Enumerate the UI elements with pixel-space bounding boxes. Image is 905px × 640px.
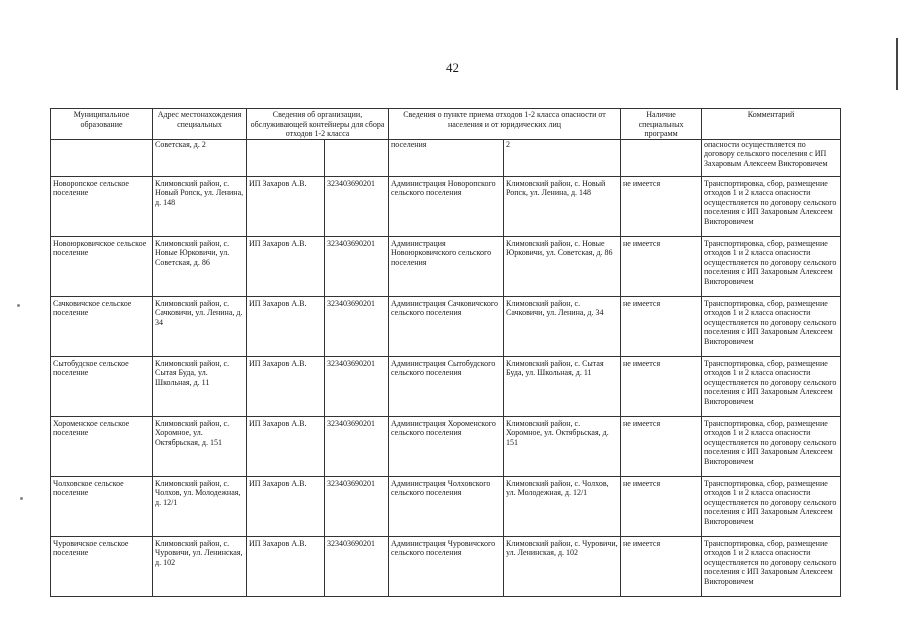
header-collection-point: Сведения о пункте приема отходов 1-2 класса опасности от населения и от юридических лиц xyxy=(389,109,621,140)
cell-point-address: Климовский район, с. Чолхов, ул. Молодежная, д. 12/1 xyxy=(504,476,621,536)
cell-programs: не имеется xyxy=(621,356,702,416)
cell-inn: 323403690201 xyxy=(325,476,389,536)
cell-point-name: Администрация Чуровичского сельского поселения xyxy=(389,536,504,596)
page-number: 42 xyxy=(446,60,459,75)
cell-address: Климовский район, с. Хоромное, ул. Октябрьская, д. 151 xyxy=(153,416,247,476)
cell-point-address: 2 xyxy=(504,139,621,176)
cell-org: ИП Захаров А.В. xyxy=(247,296,325,356)
scan-edge-mark xyxy=(896,38,898,90)
header-address: Адрес местонахождения специальных xyxy=(153,109,247,140)
cell-inn: 323403690201 xyxy=(325,536,389,596)
cell-inn: 323403690201 xyxy=(325,236,389,296)
cell-point-name: Администрация Сытобудского сельского поселения xyxy=(389,356,504,416)
cell-address: Климовский район, с. Сачковичи, ул. Ленина, д. 34 xyxy=(153,296,247,356)
cell-inn: 323403690201 xyxy=(325,356,389,416)
cell-comment: Транспортировка, сбор, размещение отходов 1 и 2 класса опасности осуществляется по договору сельского поселения с ИП Захаровым Алексеем Викторовичем xyxy=(702,236,841,296)
cell-programs: не имеется xyxy=(621,236,702,296)
cell-org xyxy=(247,139,325,176)
cell-address: Климовский район, с. Новые Юрковичи, ул. Советская, д. 86 xyxy=(153,236,247,296)
table-row xyxy=(51,536,841,596)
cell-programs: не имеется xyxy=(621,296,702,356)
cell-municipality: Чолховское сельское поселение xyxy=(51,476,153,536)
cell-comment: Транспортировка, сбор, размещение отходов 1 и 2 класса опасности осуществляется по договору сельского поселения с ИП Захаровым Алексеем Викторовичем xyxy=(702,176,841,236)
table-header-row xyxy=(51,109,841,140)
cell-inn: 323403690201 xyxy=(325,416,389,476)
table-row-continuation xyxy=(51,139,841,176)
waste-collection-table xyxy=(50,108,841,597)
scan-dot xyxy=(17,304,20,307)
cell-inn xyxy=(325,139,389,176)
cell-point-address: Климовский район, с. Сачковичи, ул. Ленина, д. 34 xyxy=(504,296,621,356)
cell-programs: не имеется xyxy=(621,416,702,476)
cell-point-name: Администрация Новоюрковичского сельского поселения xyxy=(389,236,504,296)
cell-address: Климовский район, с. Чолхов, ул. Молодежная, д. 12/1 xyxy=(153,476,247,536)
header-comment: Комментарий xyxy=(702,109,841,140)
cell-comment: опасности осуществляется по договору сельского поселения с ИП Захаровым Алексеем Викторовичем xyxy=(702,139,841,176)
table-row xyxy=(51,296,841,356)
cell-point-name: Администрация Новоропского сельского поселения xyxy=(389,176,504,236)
scan-dot xyxy=(20,497,23,500)
cell-point-name: Администрация Чолховского сельского поселения xyxy=(389,476,504,536)
table-row xyxy=(51,176,841,236)
cell-address: Климовский район, с. Сытая Буда, ул. Школьная, д. 11 xyxy=(153,356,247,416)
cell-programs: не имеется xyxy=(621,176,702,236)
cell-municipality: Новоюрковичское сельское поселение xyxy=(51,236,153,296)
cell-municipality: Сытобудское сельское поселение xyxy=(51,356,153,416)
table-body xyxy=(51,139,841,596)
cell-programs: не имеется xyxy=(621,536,702,596)
cell-org: ИП Захаров А.В. xyxy=(247,476,325,536)
cell-comment: Транспортировка, сбор, размещение отходов 1 и 2 класса опасности осуществляется по договору сельского поселения с ИП Захаровым Алексеем Викторовичем xyxy=(702,536,841,596)
cell-inn: 323403690201 xyxy=(325,296,389,356)
cell-address: Климовский район, с. Чуровичи, ул. Ленинская, д. 102 xyxy=(153,536,247,596)
cell-comment: Транспортировка, сбор, размещение отходов 1 и 2 класса опасности осуществляется по договору сельского поселения с ИП Захаровым Алексеем Викторовичем xyxy=(702,416,841,476)
cell-municipality xyxy=(51,139,153,176)
cell-point-name: Администрация Хороменского сельского поселения xyxy=(389,416,504,476)
cell-org: ИП Захаров А.В. xyxy=(247,356,325,416)
cell-point-address: Климовский район, с. Новые Юрковичи, ул. Советская, д. 86 xyxy=(504,236,621,296)
cell-point-name: поселения xyxy=(389,139,504,176)
cell-point-address: Климовский район, с. Чуровичи, ул. Ленинская, д. 102 xyxy=(504,536,621,596)
cell-org: ИП Захаров А.В. xyxy=(247,176,325,236)
cell-address: Климовский район, с. Новый Ропск, ул. Ленина, д. 148 xyxy=(153,176,247,236)
cell-comment: Транспортировка, сбор, размещение отходов 1 и 2 класса опасности осуществляется по договору сельского поселения с ИП Захаровым Алексеем Викторовичем xyxy=(702,476,841,536)
cell-point-address: Климовский район, с. Хоромное, ул. Октябрьская, д. 151 xyxy=(504,416,621,476)
cell-programs: не имеется xyxy=(621,476,702,536)
table-row xyxy=(51,356,841,416)
cell-municipality: Новоропское сельское поселение xyxy=(51,176,153,236)
table-row xyxy=(51,476,841,536)
cell-municipality: Сачковичское сельское поселение xyxy=(51,296,153,356)
cell-point-address: Климовский район, с. Новый Ропск, ул. Ленина, д. 148 xyxy=(504,176,621,236)
cell-comment: Транспортировка, сбор, размещение отходов 1 и 2 класса опасности осуществляется по договору сельского поселения с ИП Захаровым Алексеем Викторовичем xyxy=(702,296,841,356)
table-row xyxy=(51,416,841,476)
cell-programs xyxy=(621,139,702,176)
header-programs: Наличие специальных программ xyxy=(621,109,702,140)
header-organization: Сведения об организации, обслуживающей контейнеры для сбора отходов 1-2 класса xyxy=(247,109,389,140)
cell-org: ИП Захаров А.В. xyxy=(247,416,325,476)
table-row xyxy=(51,236,841,296)
cell-inn: 323403690201 xyxy=(325,176,389,236)
header-municipality: Муниципальное образование xyxy=(51,109,153,140)
cell-point-address: Климовский район, с. Сытая Буда, ул. Школьная, д. 11 xyxy=(504,356,621,416)
cell-comment: Транспортировка, сбор, размещение отходов 1 и 2 класса опасности осуществляется по договору сельского поселения с ИП Захаровым Алексеем Викторовичем xyxy=(702,356,841,416)
cell-org: ИП Захаров А.В. xyxy=(247,536,325,596)
cell-org: ИП Захаров А.В. xyxy=(247,236,325,296)
cell-point-name: Администрация Сачковичского сельского поселения xyxy=(389,296,504,356)
cell-municipality: Хороменское сельское поселение xyxy=(51,416,153,476)
cell-municipality: Чуровичское сельское поселение xyxy=(51,536,153,596)
cell-address: Советская, д. 2 xyxy=(153,139,247,176)
